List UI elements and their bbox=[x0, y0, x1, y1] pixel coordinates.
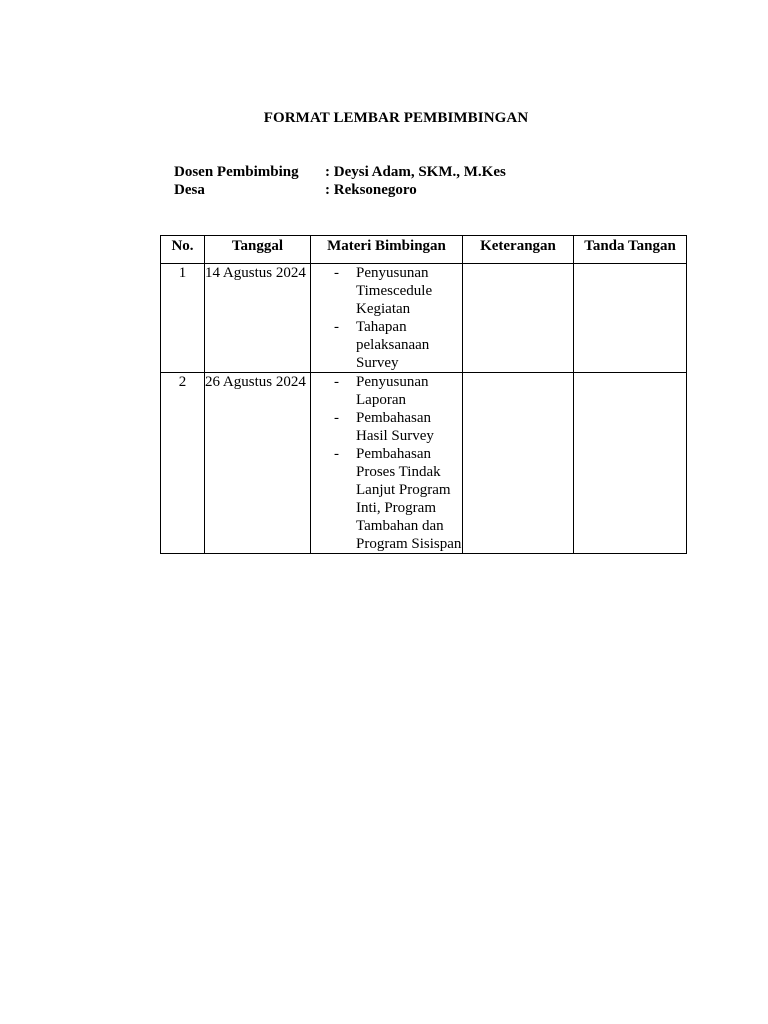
topic-item bbox=[311, 264, 462, 318]
cell-date: 26 Agustus 2024 bbox=[205, 373, 311, 554]
topic-item bbox=[311, 318, 462, 372]
topic-item bbox=[311, 373, 462, 409]
topic-text: Penyusunan Laporan bbox=[356, 374, 429, 408]
topic-item bbox=[311, 445, 462, 553]
header-date: Tanggal bbox=[205, 236, 311, 264]
header-note: Keterangan bbox=[463, 236, 574, 264]
table-row bbox=[161, 264, 687, 373]
bullet-dash: - bbox=[334, 319, 339, 335]
village-row bbox=[174, 181, 506, 199]
cell-note bbox=[463, 373, 574, 554]
bullet-dash: - bbox=[334, 446, 339, 462]
topic-text: Pembahasan Hasil Survey bbox=[356, 410, 434, 444]
supervisor-label: Dosen Pembimbing bbox=[174, 164, 299, 180]
cell-date: 14 Agustus 2024 bbox=[205, 264, 311, 373]
village-label: Desa bbox=[174, 182, 205, 198]
bullet-dash: - bbox=[334, 410, 339, 426]
table-row bbox=[161, 373, 687, 554]
topic-text: Penyusunan Timescedule Kegiatan bbox=[356, 265, 433, 317]
topic-list bbox=[311, 264, 462, 372]
cell-material bbox=[311, 264, 463, 373]
bullet-dash: - bbox=[334, 374, 339, 390]
header-no: No. bbox=[161, 236, 205, 264]
topic-list bbox=[311, 373, 462, 553]
cell-no: 1 bbox=[161, 264, 205, 373]
cell-material bbox=[311, 373, 463, 554]
supervisor-value: : Deysi Adam, SKM., M.Kes bbox=[325, 164, 506, 180]
info-block bbox=[174, 163, 506, 199]
cell-signature bbox=[574, 373, 687, 554]
topic-item bbox=[311, 409, 462, 445]
topic-text: Pembahasan Proses Tindak Lanjut Program Inti, Program Tambahan dan Program Sisispan bbox=[356, 446, 462, 552]
bullet-dash: - bbox=[334, 265, 339, 281]
document-title: FORMAT LEMBAR PEMBIMBINGAN bbox=[263, 110, 529, 126]
header-signature: Tanda Tangan bbox=[574, 236, 687, 264]
village-value: : Reksonegoro bbox=[325, 182, 417, 198]
guidance-table bbox=[160, 235, 687, 554]
table-header-row bbox=[161, 236, 687, 264]
cell-no: 2 bbox=[161, 373, 205, 554]
cell-note bbox=[463, 264, 574, 373]
cell-signature bbox=[574, 264, 687, 373]
topic-text: Tahapan pelaksanaan Survey bbox=[356, 319, 430, 371]
header-material: Materi Bimbingan bbox=[311, 236, 463, 264]
supervisor-row bbox=[174, 163, 506, 181]
